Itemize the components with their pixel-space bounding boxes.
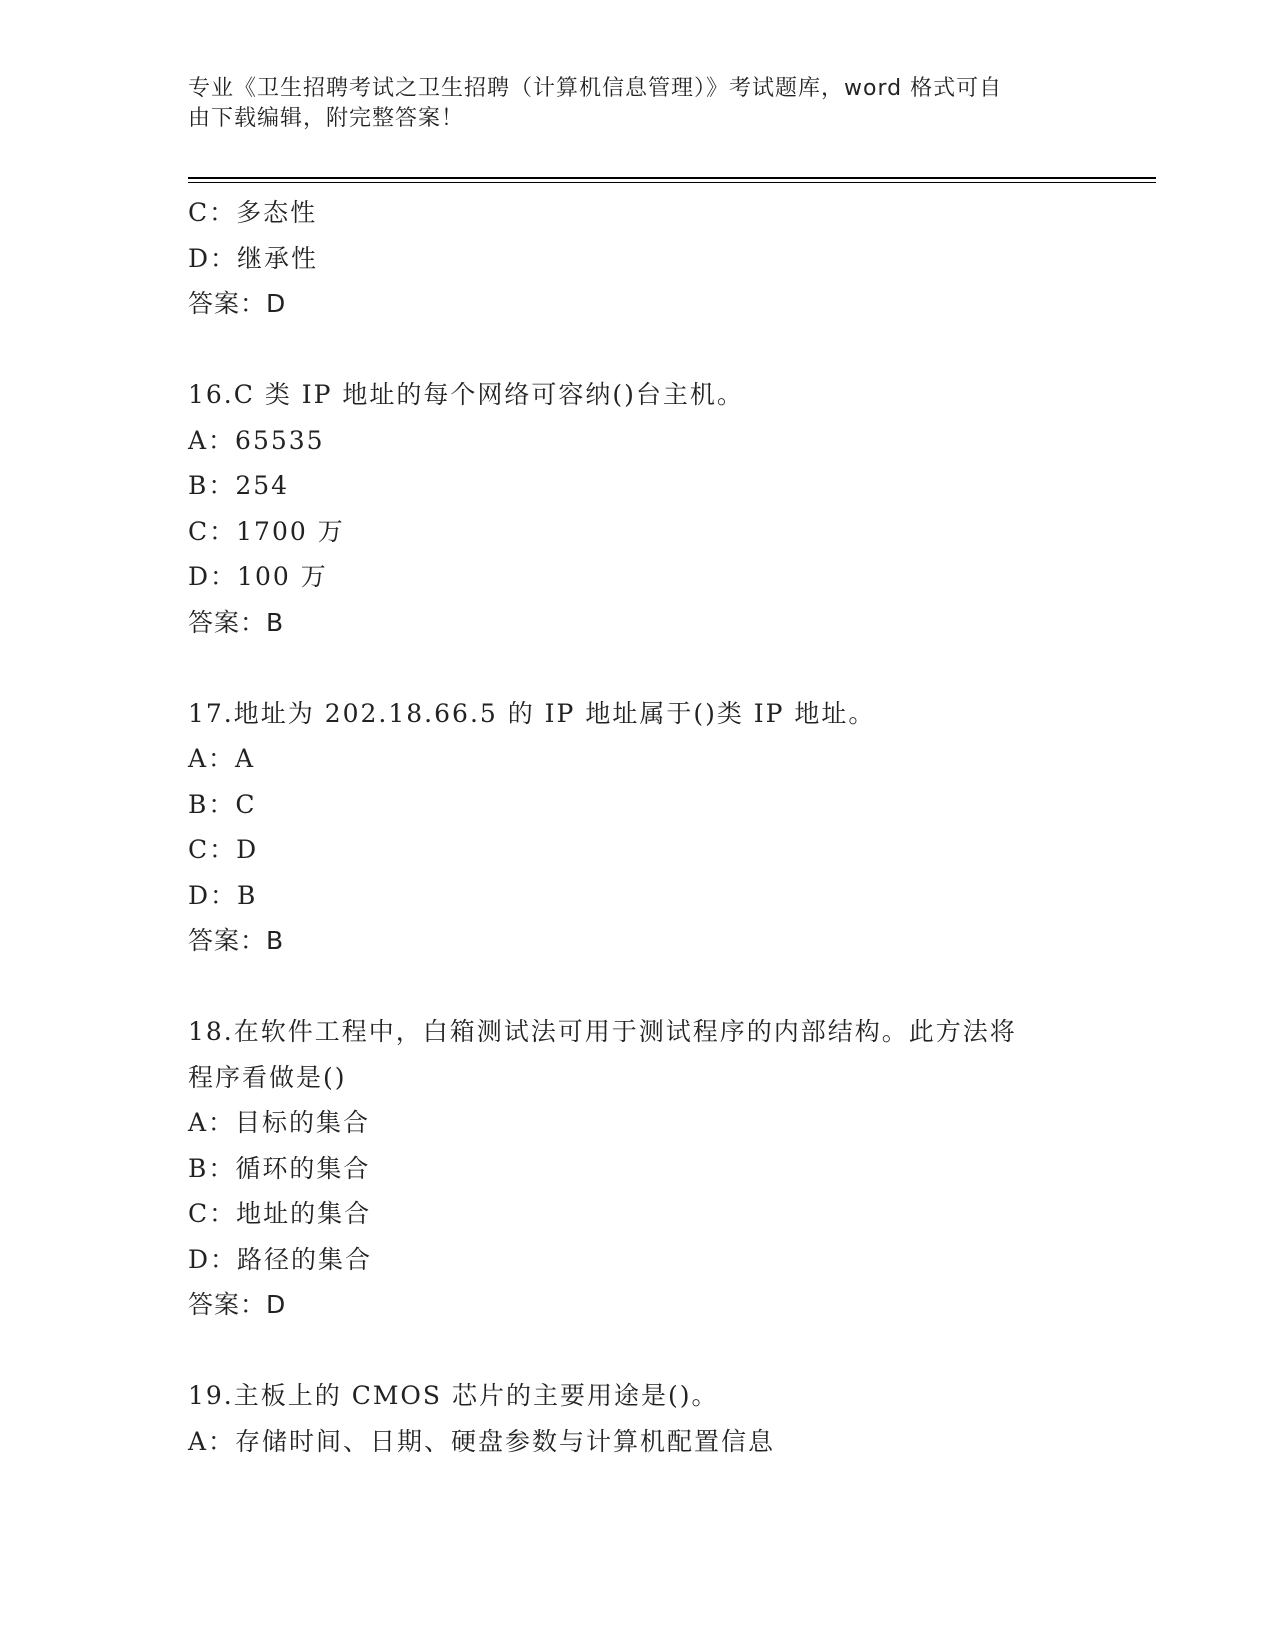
question-stem: 16.C 类 IP 地址的每个网络可容纳()台主机。 <box>188 380 744 409</box>
answer-line: 答案：D <box>188 1290 287 1319</box>
header-line-2: 由下载编辑，附完整答案！ <box>188 106 465 131</box>
answer-line: 答案：B <box>188 926 285 955</box>
question-stem: 17.地址为 202.18.66.5 的 IP 地址属于()类 IP 地址。 <box>188 698 876 728</box>
answer-line: 答案：B <box>188 607 285 637</box>
question-19 <box>188 1373 1088 1464</box>
option-b: B：254 <box>188 471 290 500</box>
option-c: C：1700 万 <box>188 516 345 546</box>
option-b: B：循环的集合 <box>188 1153 371 1183</box>
question-18 <box>188 1009 1088 1328</box>
answer-line: 答案：D <box>188 289 287 318</box>
option-d: D：100 万 <box>188 562 328 591</box>
option-d: D：继承性 <box>188 243 319 273</box>
option-a: A：目标的集合 <box>188 1108 371 1137</box>
header-rule-thick <box>188 177 1156 179</box>
spacer <box>188 327 1088 373</box>
option-d: D：B <box>188 880 258 910</box>
option-d: D：路径的集合 <box>188 1244 373 1274</box>
question-17 <box>188 691 1088 964</box>
spacer <box>188 964 1088 1010</box>
header-rule-thin <box>188 182 1156 183</box>
question-stem: 18.在软件工程中，白箱测试法可用于测试程序的内部结构。此方法将 <box>188 1017 1017 1046</box>
spacer <box>188 645 1088 691</box>
option-a: A：存储时间、日期、硬盘参数与计算机配置信息 <box>188 1426 776 1456</box>
option-b: B：C <box>188 789 257 819</box>
spacer <box>188 1328 1088 1374</box>
previous-question-tail <box>188 190 1088 327</box>
question-stem-continued: 程序看做是() <box>188 1062 347 1092</box>
option-a: A：A <box>188 744 256 773</box>
question-16 <box>188 372 1088 645</box>
question-list <box>188 190 1088 1464</box>
option-c: C：多态性 <box>188 198 318 227</box>
question-stem: 19.主板上的 CMOS 芯片的主要用途是()。 <box>188 1381 719 1410</box>
option-a: A：65535 <box>188 425 325 455</box>
document-header <box>188 74 1088 134</box>
header-line-1: 专业《卫生招聘考试之卫生招聘（计算机信息管理）》考试题库，word 格式可自 <box>188 76 1003 101</box>
option-c: C：地址的集合 <box>188 1199 372 1228</box>
option-c: C：D <box>188 835 259 864</box>
